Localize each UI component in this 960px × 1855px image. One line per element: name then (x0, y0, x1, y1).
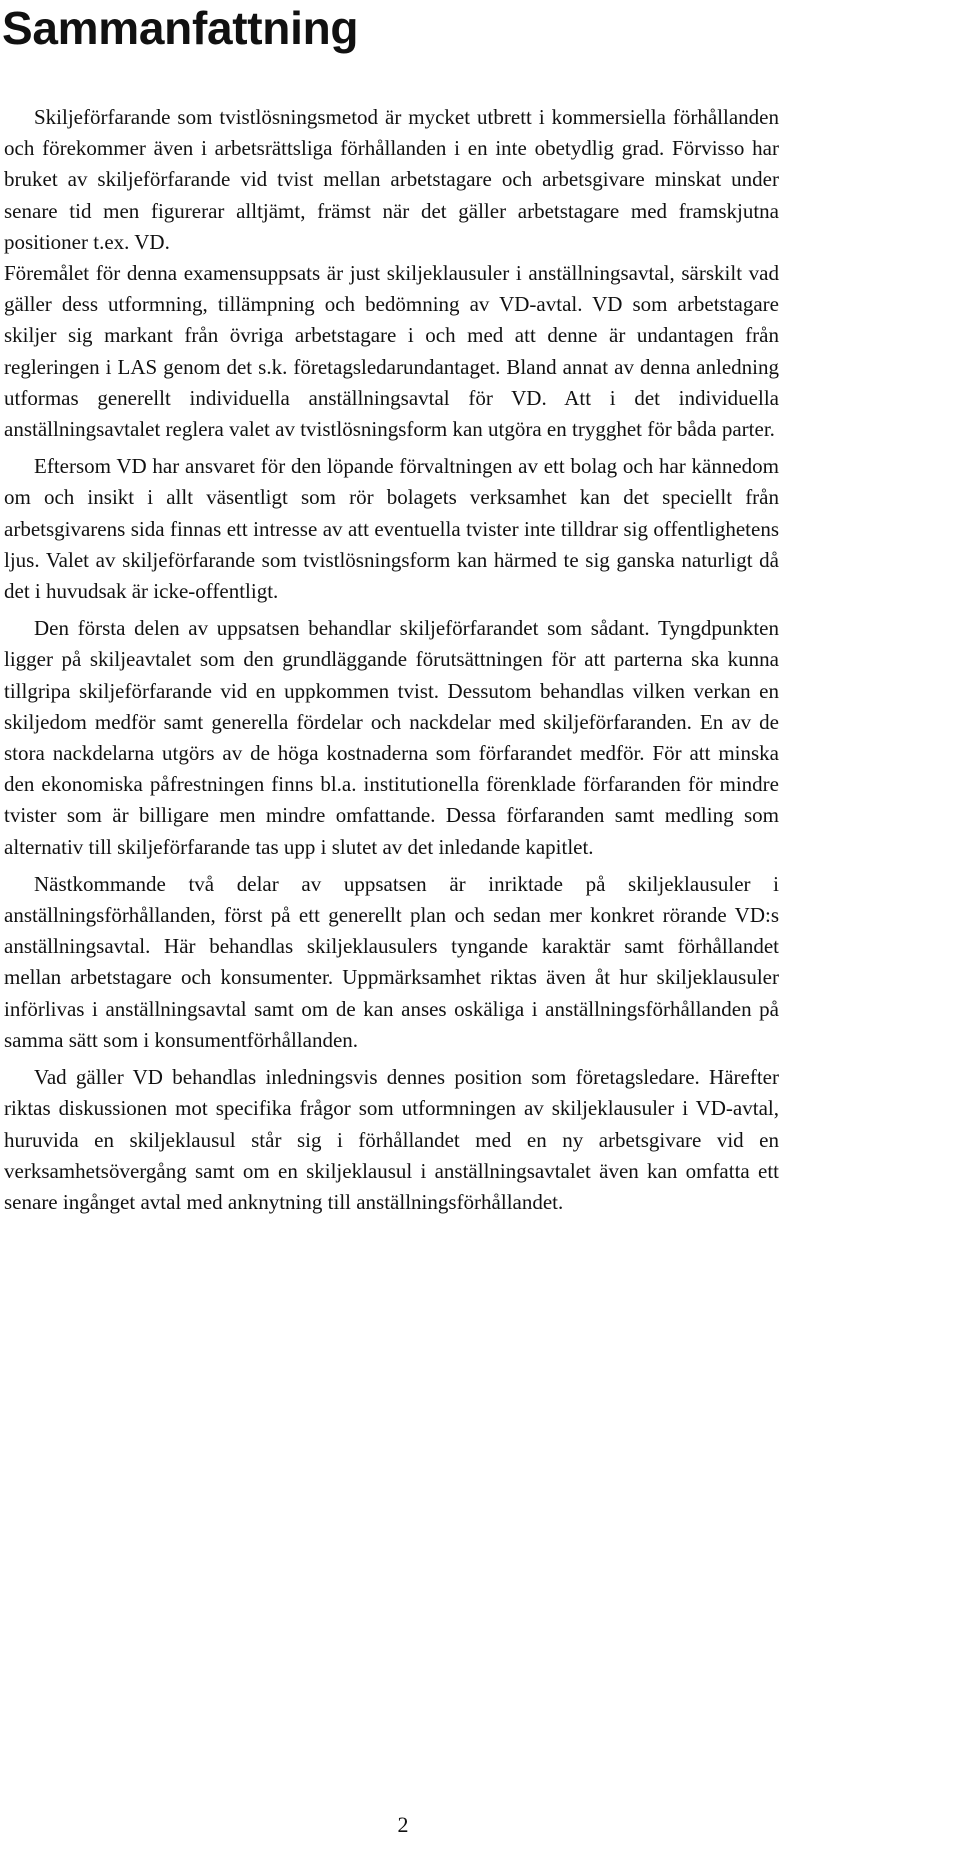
paragraph-5: Nästkommande två delar av uppsatsen är inriktade på skiljeklausuler i anställningsförhållanden, först på ett generellt plan och sedan mer konkret rörande VD:s anställningsavtal. Här behandlas skiljeklausulers tyngande karaktär samt förhållandet mellan arbetstagare och konsumenter. Uppmärksamhet riktas även åt hur skiljeklausuler införlivas i anställningsavtal samt om de kan anses oskäliga i anställningsförhållanden på samma sätt som i konsumentförhållanden. (4, 871, 779, 1052)
paragraph-3: Eftersom VD har ansvaret för den löpande förvaltningen av ett bolag och har kännedom om och insikt i allt väsentligt som rör bolagets verksamhet kan det speciellt från arbetsgivarens sida finnas ett intresse av att eventuella tvister inte tilldrar sig offentlighetens ljus. Valet av skiljeförfarande som tvistlösningsform kan härmed te sig ganska naturligt då det i huvudsak är icke-offentligt. (4, 454, 779, 604)
paragraph-6: Vad gäller VD behandlas inledningsvis dennes position som företagsledare. Härefter riktas diskussionen mot specifika frågor som utformningen av skiljeklausuler i VD-avtal, huruvida en skiljeklausul står sig i förhållandet med en ny arbetsgivare vid en verksamhetsövergång samt om en skiljeklausul i anställningsavtalet även kan omfatta ett senare ingånget avtal med anknytning till anställningsförhållandet. (4, 1065, 779, 1214)
page-title: Sammanfattning (2, 2, 359, 54)
paragraph-1: Skiljeförfarande som tvistlösningsmetod är mycket utbrett i kommersiella förhållanden och förekommer även i arbetsrättsliga förhållanden i en inte obetydlig grad. Förvisso har bruket av skiljeförfarande vid tvist mellan arbetstagare och arbetsgivare minskat under senare tid men figurerar alltjämt, främst när det gäller arbetstagare med framskjutna positioner t.ex. VD. (4, 105, 779, 254)
page-number: 2 (397, 1812, 409, 1837)
paragraph-2: Föremålet för denna examensuppsats är just skiljeklausuler i anställningsavtal, särskilt vad gäller dess utformning, tillämpning och bedömning av VD-avtal. VD som arbetstagare skiljer sig markant från övriga arbetstagare i och med att denne är undantagen från regleringen i LAS genom det s.k. företagsledarundantaget. Bland annat av denna anledning utformas generellt individuella anställningsavtal för VD. Att i det individuella anställningsavtalet reglera valet av tvistlösningsform kan utgöra en trygghet för båda parter. (4, 261, 779, 442)
paragraph-4: Den första delen av uppsatsen behandlar skiljeförfarandet som sådant. Tyngdpunkten ligger på skiljeavtalet som den grundläggande förutsättningen för att parterna ska kunna tillgripa skiljeförfarande vid en uppkommen tvist. Dessutom behandlas vilken verkan en skiljedom medför samt generella fördelar och nackdelar med skiljeförfaranden. En av de stora nackdelarna utgörs av de höga kostnaderna som förfarandet medför. För att minska den ekonomiska påfrestningen finns bl.a. institutionella förenklade förfaranden för mindre tvister som är billigare men mindre omfattande. Dessa förfaranden samt medling som alternativ till skiljeförfarande tas upp i slutet av det inledande kapitlet. (4, 616, 779, 859)
summary-body (4, 102, 779, 1224)
